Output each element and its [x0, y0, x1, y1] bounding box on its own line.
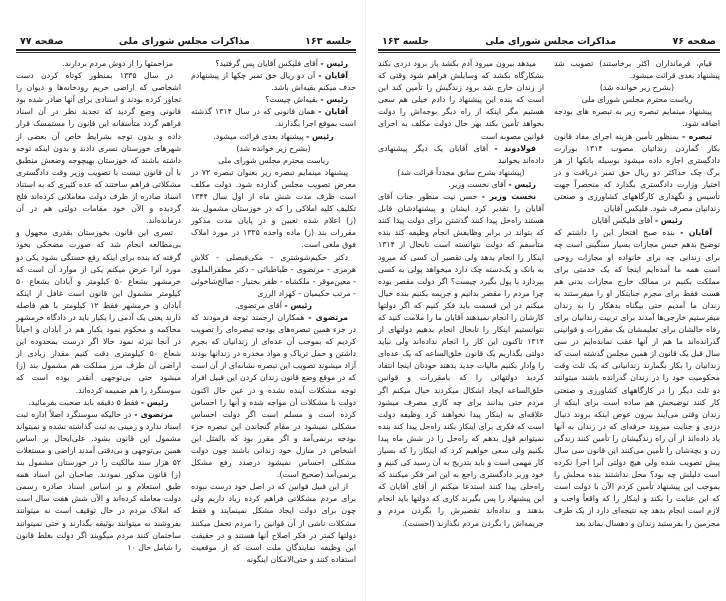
paragraph-text: آقای فلیکس آقایان پس گرفتید؟ [215, 59, 318, 68]
paragraph [191, 94, 356, 106]
speaker-name: رئیس - [320, 59, 348, 68]
paragraph-text: در سال ۱۳۳۵ بمنظور کوتاه کردن دست اشخاصی که اراضی حریم رودخانه‌ها و دیوان را تجاوز کرده بودند و اسنادی برای آنها صادر شده بود قانونی وضع گردید که تجدید نظر در آن اسناد فراهم گردد متأسفانه این قانون را مستمسک قرار داده و بدون توجه بشرایط خاص آن بعضی از شهرهای خوزستان تسری دادند و بدون اینکه توجه داشته باشند که خوزستان بهیچوجه وضعش منطبق با آن قانون نیست با تصویب وزیر وقت دادگستری مشکلاتی فراهم ساختند که عده کثیری که به استناد اسناد صادره از طرف دولت معاملاتی کرده‌اند فلج گردیده و الآن خود مقامات دولتی هم در آن درمانده‌اند. [16, 71, 181, 226]
paragraph [191, 252, 356, 300]
text-columns [378, 58, 720, 530]
paragraph-text: آقای فلیکس آقایان [591, 216, 653, 226]
paragraph [16, 227, 181, 396]
paragraph [554, 58, 720, 82]
paragraph-text: بقیه‌اش چیست؟ [265, 95, 318, 105]
paragraph-text: پیشنهاد بعدی قرائت میشود. [213, 131, 304, 141]
paragraph [554, 131, 720, 216]
paragraph [191, 300, 356, 312]
paragraph-text: آقای مرتضوی. [235, 300, 282, 310]
page-number: صفحه ۷۶ [672, 36, 716, 47]
paragraph [378, 58, 544, 143]
paragraph [191, 143, 356, 155]
paragraph-text: آن دو ریال حق تمبر چکها از پیشنهادم حذف میکنم بقیه‌اش باشد. [191, 71, 356, 93]
paragraph-text: فقط ۵ دقیقه باید صحبت بفرمائید. [28, 397, 139, 407]
column-right [554, 58, 720, 530]
paragraph-text: مزاحمتها را از دوش مردم بردارند. [62, 59, 173, 68]
paragraph-text: بمنظور تأمین هزینه اجرای مفاد قانون بکار گماردن زندانیان مصوب ۱۳۱۴ بوزارت دادگستری اجازه داده میشود بوسیله بانکها از هر برگ چک حداکثر دو ریال حق تمبر دریافت و در اختیار وزارت دادگستری بگذارد که منحصراً جهت تأسیس و نگهداری کارگاههای کشاورزی و صنعتی زندانیان مصرف شود. فلیکس آقایان [554, 131, 720, 214]
session-number: جلسه ۱۶۳ [305, 36, 352, 47]
paragraph [554, 82, 720, 94]
speaker-name: رئیس - [284, 300, 312, 310]
speaker-name: آقایان - [680, 228, 712, 238]
paragraph-text: حسن نیت منظور جناب آقای آقایان را تقدیر کرد ایشان و پیشنهادشان قابل هستند راه‌حل پیدا کنند گذشتن برای دولت پیدا کنند که بتواند در برابر وظایفش انجام وظیفه کند بنده متأسفم که دولت نتوانسته است تابحال از ۱۳۱۴ اینکار را انجام بدهد ولی تقصیر آن کسی که میرود به بانک و یک‌دسته چک دارد میخواهد پولی به کسی بپردازد یا پول بگیرد چیست؟ اگر دولت مقصر بوده چرا مردم را مقصر بدانیم و جریمه بکنیم بنده خیال میکنم در این قسمت باید فکر کنیم که اگر دولتها کارشان را انجام نمیدهند آقایان ما را ملامت کنید که نتوانستیم اینکار را تابحال انجام بدهیم دولتهای از ۱۳۱۴ تاکنون این کار را انجام نداده‌اند ولی نباید دولتی بگذاریم یک قانون خلق‌الساعه که یک عده‌ای را وادار بکنیم مالیات جدید بدهند خودتان اینجا انتقاد کردید دولتهائی را که بامقررات و قوانین خلق‌الساعه ایجاد اشکال میکردند خیال میکنم اگر مردم حتی بدانند برای چه کاری مصرف میشود علاقه‌ای به اینکار پیدا نخواهند کرد وظیفه دولت است که فکری برای اینکار بکند راه‌حل پیدا کند بنده نمیتوانم قول بدهم که راه‌حل را در شش ماه پیدا بکنیم ولی سعی خواهیم کرد که اینکار را که بسیار کار مهمی است و باید بتدریج به آن رسید کی کنیم و خود وزیر دادگستری راجع به این امر فکر میکنند که راه‌حلی پیدا کنند استدعا میکنم از آقای آقایان که این پیشنهاد را پس بگیرند کاری که دولتها باید انجام بدهند و نداده‌اند تقصیرش را بگردن مردم و جریمه‌اش را بگردن مردم نگذارند (احسنت). [378, 192, 544, 528]
session-number: جلسه ۱۶۳ [382, 36, 429, 47]
paragraph [16, 397, 181, 409]
speaker-name: مرتضوی - [308, 312, 349, 322]
speaker-name: رئیس - [306, 131, 334, 141]
paragraph-text: (پیشنهاد بشرح سابق مجدداً قرائت شد) [397, 167, 525, 177]
paragraph [554, 227, 720, 529]
paragraph-text: در حالیکه سوسنگرد اصلاً اداره ثبت اسناد ندارد و زمینی به ثبت گذاشته نشده و نمیتواند مشمول این قانون بشود. علی‌ایحال بر اساس همین بی‌توجهی و بی‌دقتی آمدند اراضی و مستغلات ۵۲ هزار سند مالکیت را در خوزستان مشمول بند (ز) قانون مذکور نمودند. صاحبان این اسناد همه طبق استعلام و بر اساس اسناد صادره رسمی دولت معامله کرده‌اند و الآن شش هفت سال است که املاک مردم در حال توقیف است نه میتوانند بفروشند نه میتوانند بوثیقه بگذارند و حتی نمیتوانند ساختمان کنند مردم میگویند اگر دولت بغلط قانون را شامل حال ۱۰ [16, 409, 181, 552]
page-header [378, 36, 720, 51]
paragraph [191, 70, 356, 94]
paragraph-text: همکاران ارجمند توجه فرمودند که در جزء همین تبصره‌های بودجه تبصره‌ای را تصویب کردیم که بموجب آن عده‌ای از زندانیان که بجرم داشتن و حمل تریاک و مواد مخدره در زندانها بودند آزاد میشوند تصویب این تبصره نشانه‌ای از آن است که در موقع وضع قانون زندان کردن این قبیل افراد توجه مشکلات آینده نشده و در عین حال اکنون دولت با مشکلات آن مواجه شده و آنها را احساس کرده است و مسلم است اگر دولت احساس مشکلی نمیشود در مقام گنجاندن این تبصره جزء بودجه برنمی‌آمد و اگر مقرر بود که بالمثل این اشخاص در منازل خود زندانی باشند چون دولت مشکلی احساس نمیشود درصدد رفع مشکل برنمی‌آمد (صحیح است). [191, 312, 356, 480]
paragraph-text: پیشنهاد مینمایم تبصره زیر بعنوان تبصره ۷۲ در معرض تصویب مجلس گذارده شود. دولت مکلف است ظرف مدت شش ماه از اول سال ۱۳۴۴ تکلیف کلیه املاکی را که در خوزستان مشمول بند (ز) اعلام شده تعیین و در پایان مدت مذکور مقررات بند (ز) ماده واحده ۱۳۳۵ در مورد املاک فوق ملغی است. [191, 167, 356, 250]
text-columns [16, 58, 356, 566]
paragraph-text: (بشرح زیر خوانده شد) [599, 83, 675, 93]
column-left [16, 58, 181, 566]
speaker-name: تبصره - [682, 131, 712, 141]
paragraph-text: آقای آقایان یک دیگر پیشنهادی داده‌اند بخوانید [378, 143, 544, 165]
speaker-name: آقایان - [318, 71, 348, 81]
paragraph-text: از این قبیل قوانین که در اصل خود درست نبوده برای مردم مشکلاتی فراهم کرده زیاد داریم ولی چون برای دولت ایجاد مشکل نمینمایند و فقط مشکلات ناشی از آن قوانین را مردم تحمل میکنند دولتها کمتر در فکر اصلاح آنها هستند و در حقیقت این وظیفه نمایندگان ملت است که از موقعیت استفاده کنند و حتی‌الامکان اینگونه [191, 482, 356, 564]
paragraph [16, 58, 181, 70]
paragraph [191, 131, 356, 143]
paragraph [378, 143, 544, 167]
speaker-name: آقایان - [318, 107, 348, 117]
page-76 [378, 36, 720, 530]
paragraph-text: بنده صبح افتخار این را داشتم که توضیح بدهم حبس مجازات بسیار سنگینی است چه برای زندانی چه برای خانواده او مجازات روحی است همه ما آمده‌ایم اینجا که یک خدمتی برای مملکت بکنیم در ممالک خارج مجازات بدنی هم هست فقط برای مجرم جنایتکار او را میفرستند به زندان ما آمدیم حتی بیگناه بدهکار را به زندان میفرستیم خارجی‌ها آمدند برای تربیت زندانیان برای رفاه حالشان برای تعلیمشان یک مقررات و قوانینی گذرانده‌اند ما هم از آنها عقب نمانده‌ایم در سی سال قبل یک قانون از همین مجلس گذشته است که زندانیان را بکار بگمارند زندانیانی که یک ثلث وقت محکومیت خود را در زندان گذرانده باشند میتوانند دو ثلث دیگر را در کارگاههای کشاورزی و صنعتی کار کنند توضیحش هم ساده است برای اینکه از زندان وقتی می‌آیند بیرون عوض اینکه بروند دنبال دزدی و جنایت میروند حرفه‌ای که در زندان به آنها یاد داده‌اند از آن راه زندگیشان را تأمین کنند زندگی زن و بچه‌شان را تأمین می‌کنند این قانون سی سال پیش تصویب شده ولی هیچ دولتی آنرا اجرا نکرده است دلیلش چه بود؟ محل نداشتند بنده محلش را بموجب این پیشنهاد تأمین کردم الآن با دولت است که این عنایت را بکند و اینکار را که واقعاً واجب و لازم است انجام بدهد چه نتیجه‌ای دارد از یک طرف مجرمین را بفرستید زندان و دهسال بماند بعد [554, 228, 720, 528]
page-header [16, 36, 356, 51]
header-rule [378, 52, 720, 53]
speaker-name: رئیس - [320, 95, 348, 105]
paragraph [554, 94, 720, 106]
paragraph [191, 167, 356, 252]
paragraph-text: آقای نخست وزیر. [448, 179, 506, 189]
header-rule [16, 52, 356, 53]
paragraph-text: ریاست محترم مجلس شورای ملی [581, 95, 693, 105]
paragraph [16, 409, 181, 554]
column-right [191, 58, 356, 566]
book-gutter [365, 0, 366, 601]
paragraph-text: قیام، فرمانداران اکثر برخاستند) تصویب شد پیشنهاد بعدی قرائت میشود. [554, 59, 720, 81]
paragraph [191, 481, 356, 566]
paragraph [16, 70, 181, 227]
paragraph [191, 155, 356, 167]
paragraph-text: تسری این قانون بخوزستان بقدری مجهول و بی‌مطالعه انجام شد که صورت مضحکی بخود گرفته که بنده برای اینکه رفع خستگی بشود یکی دو مورد آنرا عرض میکنم یکی از موارد آن است که خرمشهر بشعاع ۵۰ کیلومتر و آبادان بشعاع ۵۰ کیلومتر مشمول این قانون است غافل از اینکه آبادان و خرمشهر فقط ۱۲ کیلومتر با هم فاصله دارند یعنی یک آدمی را یکبار باید در دادگاه خرمشهر محاکمه و محکوم نمود یکبار هم در آبادان و احیاناً در آنجا تبرئه نمود حالا اگر درست بمحدوده این شعاع ۵۰ کیلومتری دقت کنیم مقدار زیادی از اراضی آن طرف مرز مملکت هم مشمول بند (ز) میشود حتی بی‌توجهی آنقدر بوده است که سوسنگرد را هم ضمیمه کرده‌اند. [16, 228, 181, 395]
speaker-name: رئیس - [140, 397, 169, 407]
paragraph-text: ریاست محترم مجلس شورای ملی [218, 155, 329, 165]
paragraph [378, 167, 544, 179]
speaker-name: مرتضوی - [134, 409, 173, 419]
column-left [378, 58, 544, 530]
paragraph-text: پیشنهاد مینمایم تبصره زیر به تبصره های بودجه اضافه شود. [554, 107, 720, 129]
running-title: مذاکرات مجلس شورای ملی [485, 36, 617, 47]
paragraph-text: همان قانونی که در سال ۱۳۱۴ گذشته است بموقع اجرا بگذارند. [191, 107, 356, 129]
speaker-name: رئیس - [654, 216, 683, 226]
paragraph [378, 179, 544, 191]
speaker-name: رئیس - [508, 179, 536, 189]
paragraph-text: (بشرح زیر خوانده شد) [236, 143, 311, 153]
paragraph [378, 191, 544, 530]
paragraph-text: میدهد بیرون میرود آدم بکشد باز برود دزدی بکند بشکارگاه بکشد که وسایلش فراهم شود وقتی که از زندان خارج شد برود زندگیش را تأمین کند این است که بنده این پیشنهاد را دادم خیلی هم سعی هستیم مگر اینکه از راه دیگر بوجه‌اش را دولت بخواهد تأمین بکند بهر حال دولت مکلف به اجرای قوانین مصوبه است [378, 59, 544, 141]
paragraph [191, 58, 356, 70]
page-77 [16, 36, 356, 566]
running-title: مذاکرات مجلس شورای ملی [118, 36, 250, 47]
speaker-name: نخست وزیر - [481, 192, 537, 202]
paragraph [191, 312, 356, 481]
paragraph-text: دکتر حکیم‌شوشتری - مکی‌فیصلی - کلاش هرمزی - مرتضوی - طباطبائی - دکتر مظفرالملوی - معین‌موقر - ملکشاه - ظفر بختیار - صالح‌شاخوئی - مرتب حکیمیان - کهزاد الرزی [191, 252, 356, 298]
paragraph [554, 106, 720, 130]
paragraph [554, 215, 720, 227]
speaker-name: فولادوند - [494, 143, 536, 153]
page-number: صفحه ۷۷ [20, 36, 64, 47]
paragraph [191, 106, 356, 130]
